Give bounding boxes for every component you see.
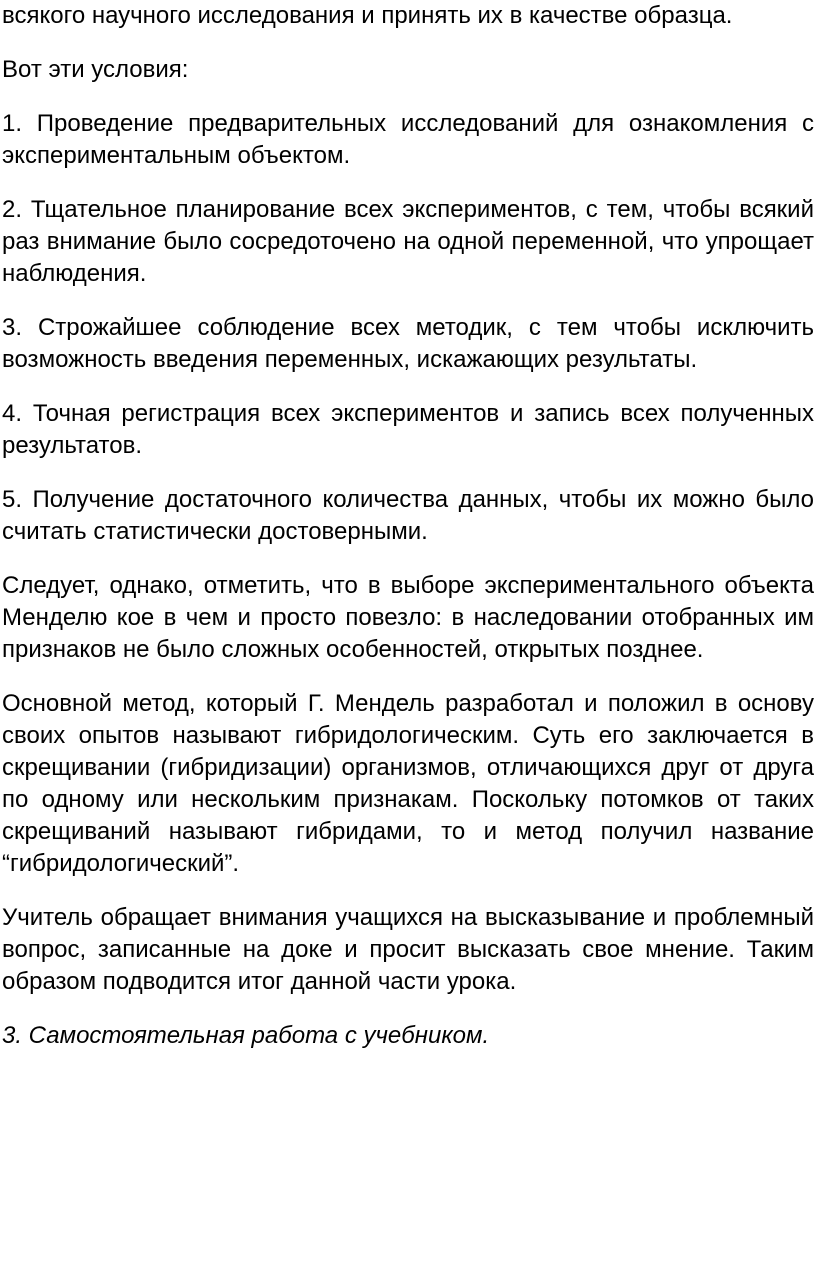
paragraph-continuation: всякого научного исследования и принять их в качестве образца. [2, 2, 733, 29]
paragraph-conditions-intro: Вот эти условия: [2, 56, 189, 83]
paragraph-hybridological-method: Основной метод, который Г. Мендель разработал и положил в основу своих опытов называют гибридологическим. Суть его заключается в скрещивании (гибридизации) организмов, отличающихся друг от друга по одному или нескольким признакам. Поскольку потомков от таких скрещиваний называют гибридами, то и метод получил название “гибридологический”. [2, 690, 814, 877]
list-item-condition-4: 4. Точная регистрация всех экспериментов и запись всех полученных результатов. [2, 400, 814, 459]
paragraph-mendel-luck: Следует, однако, отметить, что в выборе экспериментального объекта Менделю кое в чем и просто повезло: в наследовании отобранных им признаков не было сложных особенностей, открытых позднее. [2, 572, 814, 663]
list-item-condition-1: 1. Проведение предварительных исследований для ознакомления с экспериментальным объектом. [2, 110, 814, 169]
list-item-condition-5: 5. Получение достаточного количества данных, чтобы их можно было считать статистически достоверными. [2, 486, 814, 545]
paragraph-teacher-summary: Учитель обращает внимания учащихся на высказывание и проблемный вопрос, записанные на доке и просит высказать свое мнение. Таким образом подводится итог данной части урока. [2, 904, 814, 995]
section-heading: 3. Самостоятельная работа с учебником. [2, 1022, 490, 1049]
list-item-condition-2: 2. Тщательное планирование всех экспериментов, с тем, чтобы всякий раз внимание было сосредоточено на одной переменной, что упрощает наблюдения. [2, 196, 814, 287]
list-item-condition-3: 3. Строжайшее соблюдение всех методик, с тем чтобы исключить возможность введения переменных, искажающих результаты. [2, 314, 814, 373]
